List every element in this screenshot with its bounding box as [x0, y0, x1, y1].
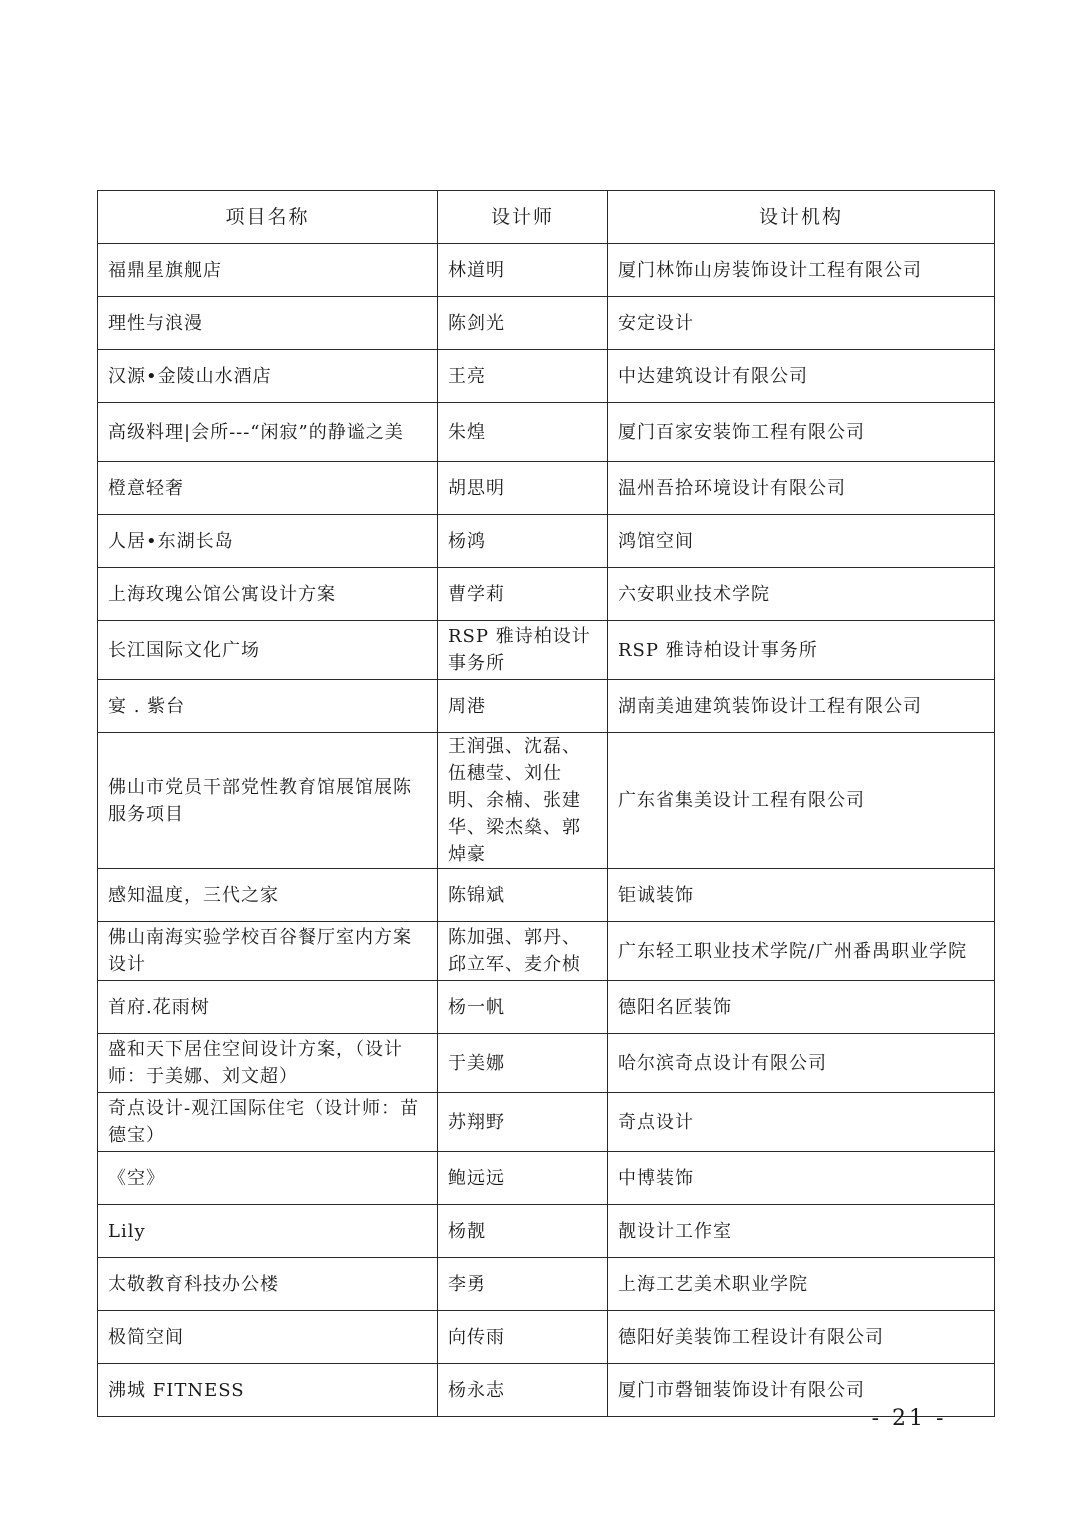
table-row [98, 462, 995, 515]
cell-designer: RSP 雅诗柏设计事务所 [438, 621, 608, 680]
cell-organization: 奇点设计 [608, 1093, 995, 1152]
cell-organization: 厦门百家安装饰工程有限公司 [608, 403, 995, 462]
cell-designer: 胡思明 [438, 462, 608, 515]
cell-project: 上海玫瑰公馆公寓设计方案 [98, 568, 438, 621]
cell-organization: 钜诚装饰 [608, 869, 995, 922]
cell-project: 首府.花雨树 [98, 981, 438, 1034]
cell-designer: 杨一帆 [438, 981, 608, 1034]
cell-organization: 中达建筑设计有限公司 [608, 350, 995, 403]
cell-organization: 湖南美迪建筑装饰设计工程有限公司 [608, 680, 995, 733]
cell-designer: 王润强、沈磊、伍穗莹、刘仕明、余楠、张建华、梁杰燊、郭焯豪 [438, 733, 608, 869]
cell-organization: 德阳好美装饰工程设计有限公司 [608, 1311, 995, 1364]
table-row [98, 568, 995, 621]
table-row [98, 1258, 995, 1311]
cell-designer: 周港 [438, 680, 608, 733]
cell-organization: 靓设计工作室 [608, 1205, 995, 1258]
cell-designer: 鲍远远 [438, 1152, 608, 1205]
cell-designer: 李勇 [438, 1258, 608, 1311]
cell-project: 感知温度，三代之家 [98, 869, 438, 922]
table-row [98, 981, 995, 1034]
cell-organization: 厦门市磬钿装饰设计有限公司 [608, 1364, 995, 1417]
cell-project: 高级料理|会所---“闲寂”的静谧之美 [98, 403, 438, 462]
cell-project: 福鼎星旗舰店 [98, 244, 438, 297]
table-row [98, 350, 995, 403]
cell-organization: 温州吾拾环境设计有限公司 [608, 462, 995, 515]
table-row [98, 1364, 995, 1417]
table-row [98, 1093, 995, 1152]
cell-organization: 安定设计 [608, 297, 995, 350]
cell-designer: 陈剑光 [438, 297, 608, 350]
cell-organization: 鸿馆空间 [608, 515, 995, 568]
cell-designer: 杨靓 [438, 1205, 608, 1258]
table-row [98, 680, 995, 733]
award-list-table [97, 190, 995, 1417]
cell-organization: 中博装饰 [608, 1152, 995, 1205]
header-project: 项目名称 [98, 191, 438, 244]
cell-project: Lily [98, 1205, 438, 1258]
header-designer: 设计师 [438, 191, 608, 244]
table-row [98, 297, 995, 350]
cell-project: 《空》 [98, 1152, 438, 1205]
cell-designer: 林道明 [438, 244, 608, 297]
cell-project: 宴 . 紫台 [98, 680, 438, 733]
cell-designer: 杨鸿 [438, 515, 608, 568]
cell-project: 人居•东湖长岛 [98, 515, 438, 568]
cell-organization: RSP 雅诗柏设计事务所 [608, 621, 995, 680]
cell-designer: 杨永志 [438, 1364, 608, 1417]
table-row [98, 515, 995, 568]
cell-designer: 苏翔野 [438, 1093, 608, 1152]
cell-organization: 厦门林饰山房装饰设计工程有限公司 [608, 244, 995, 297]
table-row [98, 621, 995, 680]
cell-designer: 于美娜 [438, 1034, 608, 1093]
cell-designer: 陈锦斌 [438, 869, 608, 922]
cell-organization: 哈尔滨奇点设计有限公司 [608, 1034, 995, 1093]
cell-project: 太敬教育科技办公楼 [98, 1258, 438, 1311]
header-organization: 设计机构 [608, 191, 995, 244]
cell-organization: 六安职业技术学院 [608, 568, 995, 621]
cell-project: 极简空间 [98, 1311, 438, 1364]
cell-project: 橙意轻奢 [98, 462, 438, 515]
cell-project: 佛山市党员干部党性教育馆展馆展陈服务项目 [98, 733, 438, 869]
cell-organization: 广东省集美设计工程有限公司 [608, 733, 995, 869]
table-row [98, 869, 995, 922]
cell-project: 长江国际文化广场 [98, 621, 438, 680]
cell-project: 盛和天下居住空间设计方案，（设计师：于美娜、刘文超） [98, 1034, 438, 1093]
table-row [98, 1034, 995, 1093]
table-row [98, 1205, 995, 1258]
cell-designer: 王亮 [438, 350, 608, 403]
cell-project: 理性与浪漫 [98, 297, 438, 350]
cell-project: 奇点设计-观江国际住宅（设计师：苗德宝） [98, 1093, 438, 1152]
cell-organization: 德阳名匠装饰 [608, 981, 995, 1034]
cell-project: 沸城 FITNESS [98, 1364, 438, 1417]
table-header-row [98, 191, 995, 244]
table-row [98, 922, 995, 981]
cell-organization: 上海工艺美术职业学院 [608, 1258, 995, 1311]
cell-organization: 广东轻工职业技术学院/广州番禺职业学院 [608, 922, 995, 981]
table-row [98, 403, 995, 462]
cell-project: 汉源•金陵山水酒店 [98, 350, 438, 403]
award-list-table-container [97, 190, 994, 1417]
table-row [98, 1311, 995, 1364]
table-row [98, 733, 995, 869]
page-number: - 21 - [871, 1406, 947, 1431]
table-row [98, 1152, 995, 1205]
table-row [98, 244, 995, 297]
cell-designer: 曹学莉 [438, 568, 608, 621]
cell-designer: 向传雨 [438, 1311, 608, 1364]
cell-project: 佛山南海实验学校百谷餐厅室内方案设计 [98, 922, 438, 981]
cell-designer: 朱煌 [438, 403, 608, 462]
cell-designer: 陈加强、郭丹、邱立军、麦介桢 [438, 922, 608, 981]
